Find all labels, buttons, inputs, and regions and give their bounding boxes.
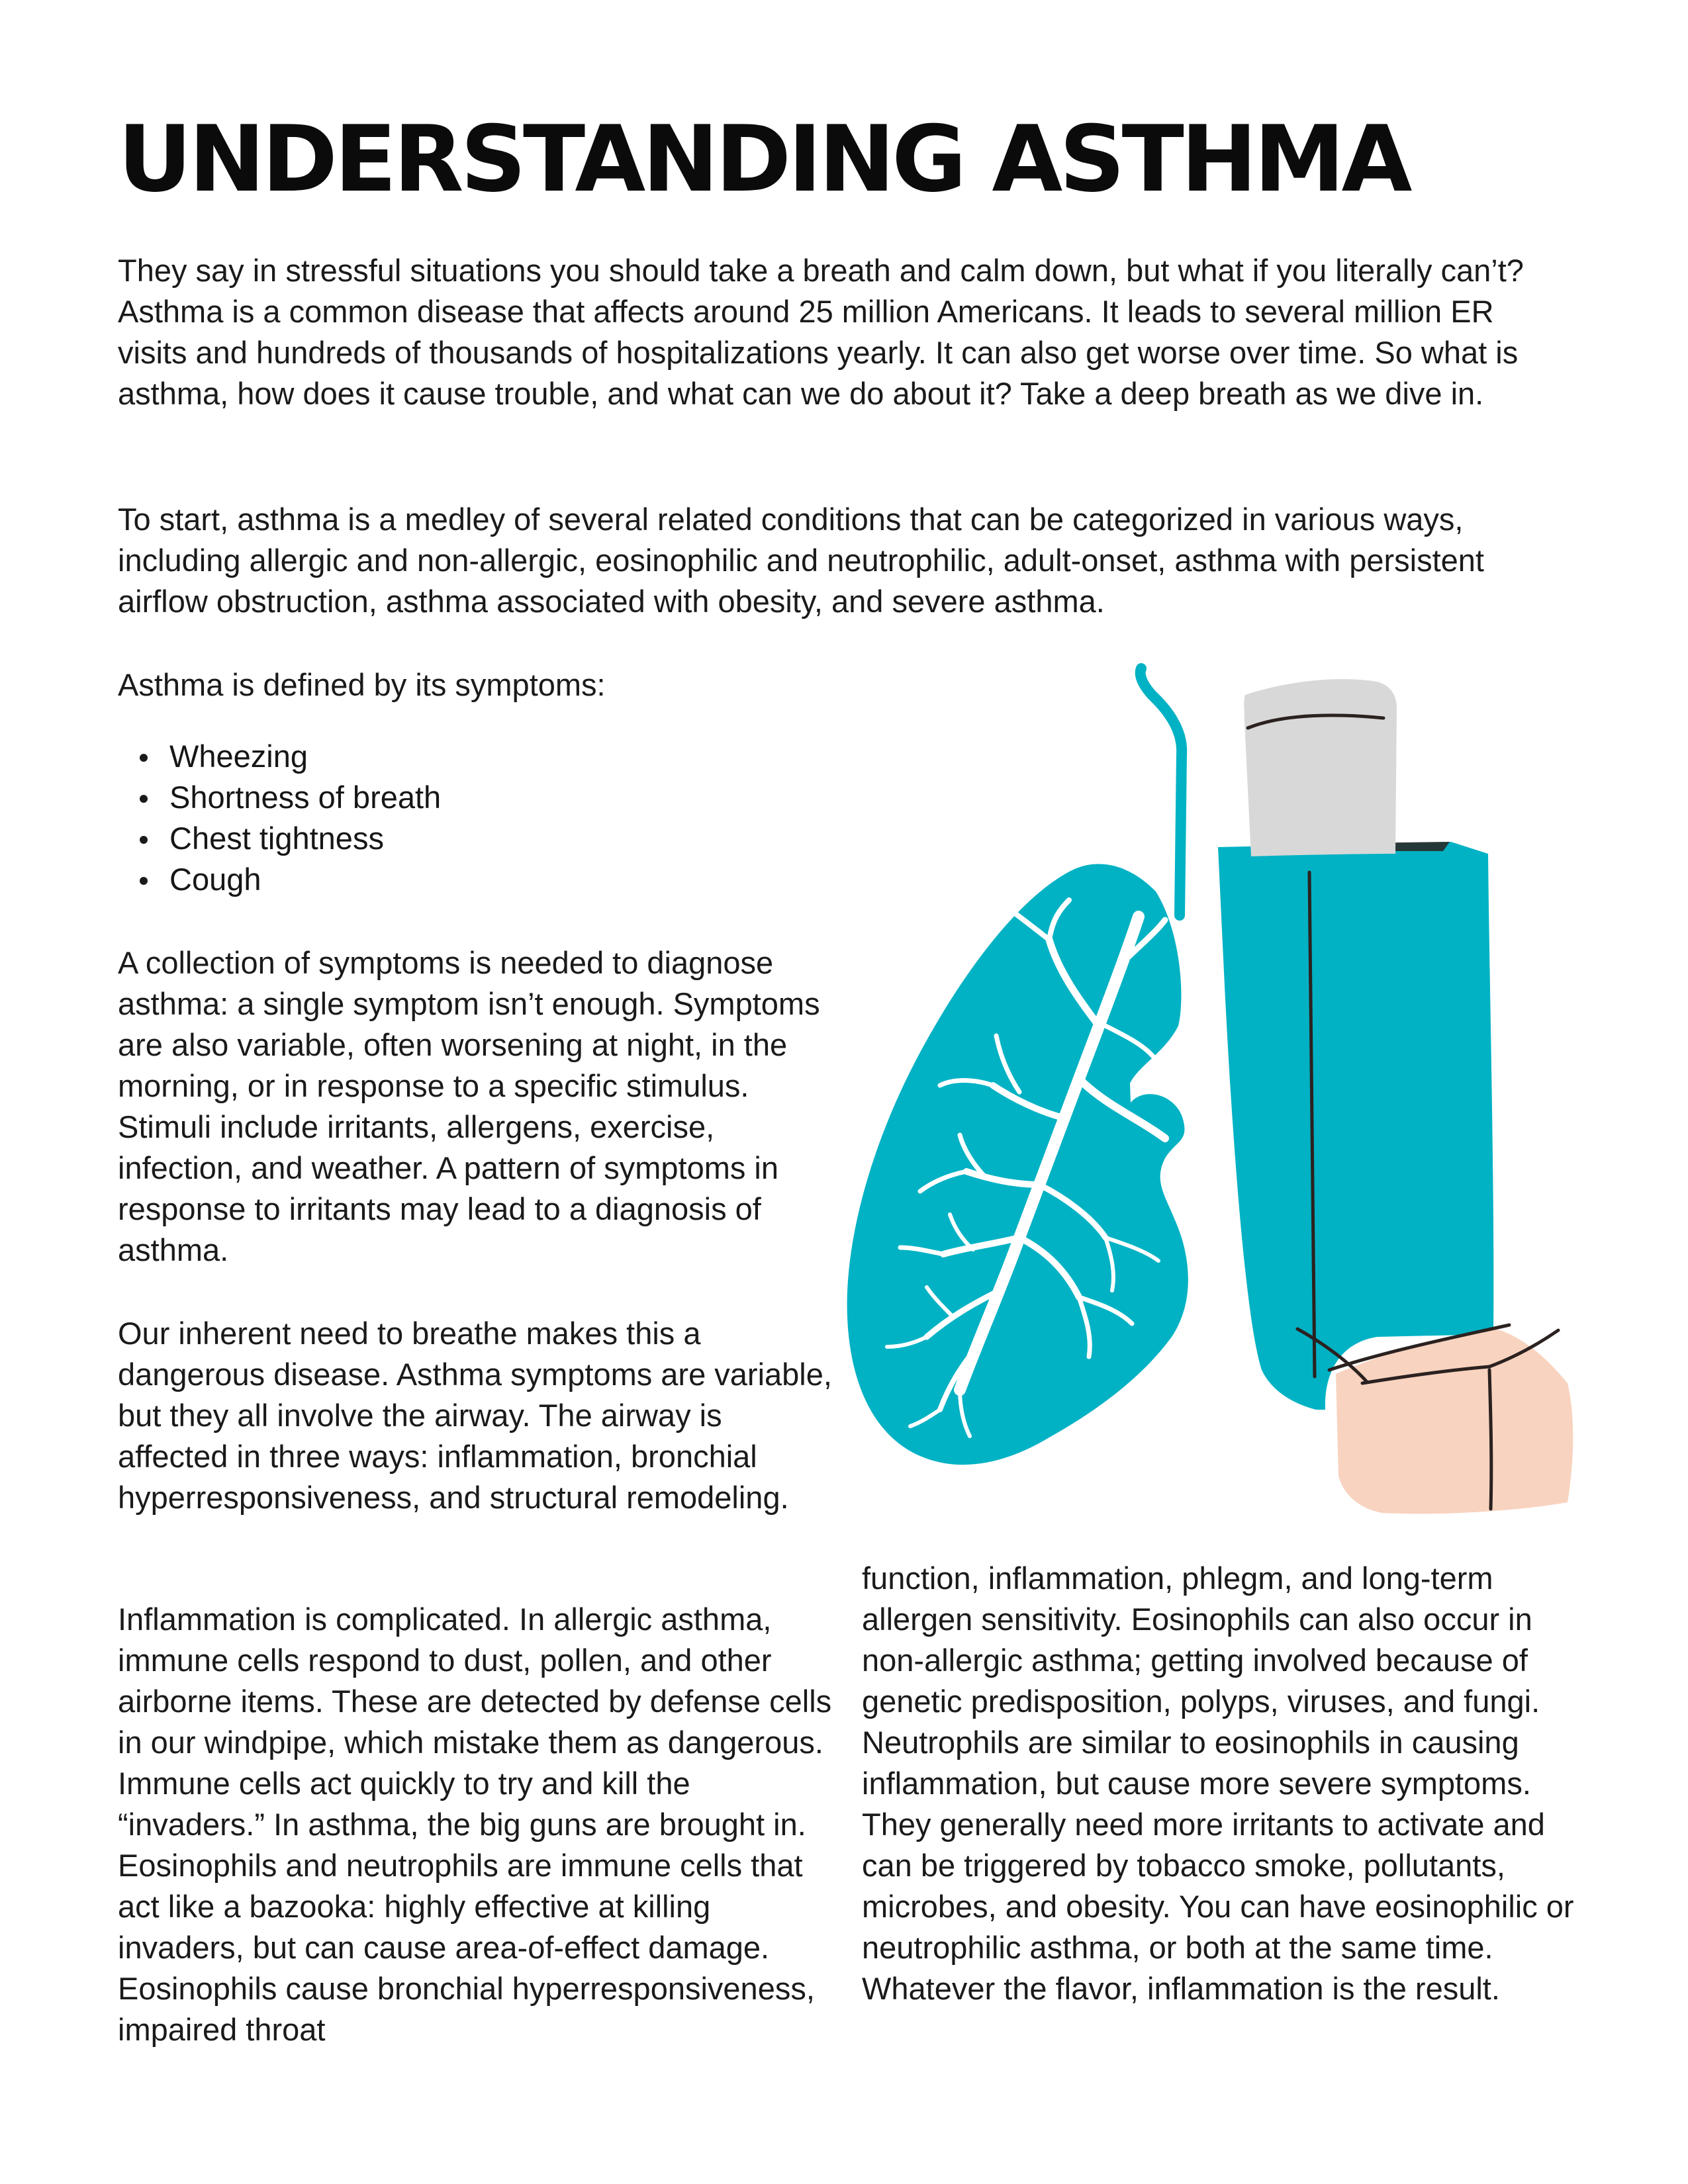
lung-icon — [847, 864, 1188, 1465]
inflammation-paragraph-right: function, inflammation, phlegm, and long-term allergen sensitivity. Eosinophils can also occur in non-allergic asthma; getting involved because of genetic predisposition, polyps, viruses, and fungi. Neutrophils are similar to eosinophils in causing inflammation, but cause more severe symptoms. They generally need more irritants to activate and can be triggered by tobacco smoke, pollutants, microbes, and obesity. You can have eosinophilic or neutrophilic asthma, or both at the same time. Whatever the flavor, inflammation is the result. — [862, 1561, 1574, 2006]
list-item: Wheezing — [118, 736, 441, 777]
list-item: Chest tightness — [118, 818, 441, 859]
list-item: Shortness of breath — [118, 777, 441, 818]
inhaler-body-icon — [1218, 842, 1493, 1410]
symptoms-list — [118, 736, 441, 900]
symptoms-heading: Asthma is defined by its symptoms: — [118, 667, 606, 702]
list-item: Cough — [118, 859, 441, 900]
intro-paragraph: They say in stressful situations you should take a breath and calm down, but what if you literally can’t? Asthma is a common disease that affects around 25 million Americans. It leads to several million ER visits and hundreds of thousands of hospitalizations yearly. It can also get worse over time. So what is asthma, how does it cause trouble, and what can we do about it? Take a deep breath as we dive in. — [118, 253, 1524, 411]
airway-paragraph: Our inherent need to breathe makes this a dangerous disease. Asthma symptoms are variable, but they all involve the airway. The airway is affected in three ways: inflammation, bronchial hyperresponsiveness, and structural remodeling. — [118, 1316, 832, 1515]
lung-inhaler-illustration — [821, 655, 1602, 1529]
inflammation-paragraph-left: Inflammation is complicated. In allergic asthma, immune cells respond to dust, pollen, and other airborne items. These are detected by defense cells in our windpipe, which mistake them as dangerous. Immune cells act quickly to try and kill the “invaders.” In asthma, the big guns are brought in. Eosinophils and neutrophils are immune cells that act like a bazooka: highly effective at killing invaders, but can cause area-of-effect damage. Eosinophils cause bronchial hyperresponsiveness, impaired throat — [118, 1602, 832, 2047]
diagnosis-paragraph: A collection of symptoms is needed to diagnose asthma: a single symptom isn’t enough. Symptoms are also variable, often worsening at night, in the morning, or in response to a specific stimulus. Stimuli include irritants, allergens, exercise, infection, and weather. A pattern of symptoms in response to irritants may lead to a diagnosis of asthma. — [118, 945, 820, 1267]
page-title: UNDERSTANDING ASTHMA — [118, 106, 1409, 212]
airway-tube-icon — [1141, 668, 1182, 915]
inhaler-canister-icon — [1244, 679, 1397, 856]
types-paragraph: To start, asthma is a medley of several related conditions that can be categorized in various ways, including allergic and non-allergic, eosinophilic and neutrophilic, adult-onset, asthma with persistent airflow obstruction, asthma associated with obesity, and severe asthma. — [118, 502, 1484, 619]
